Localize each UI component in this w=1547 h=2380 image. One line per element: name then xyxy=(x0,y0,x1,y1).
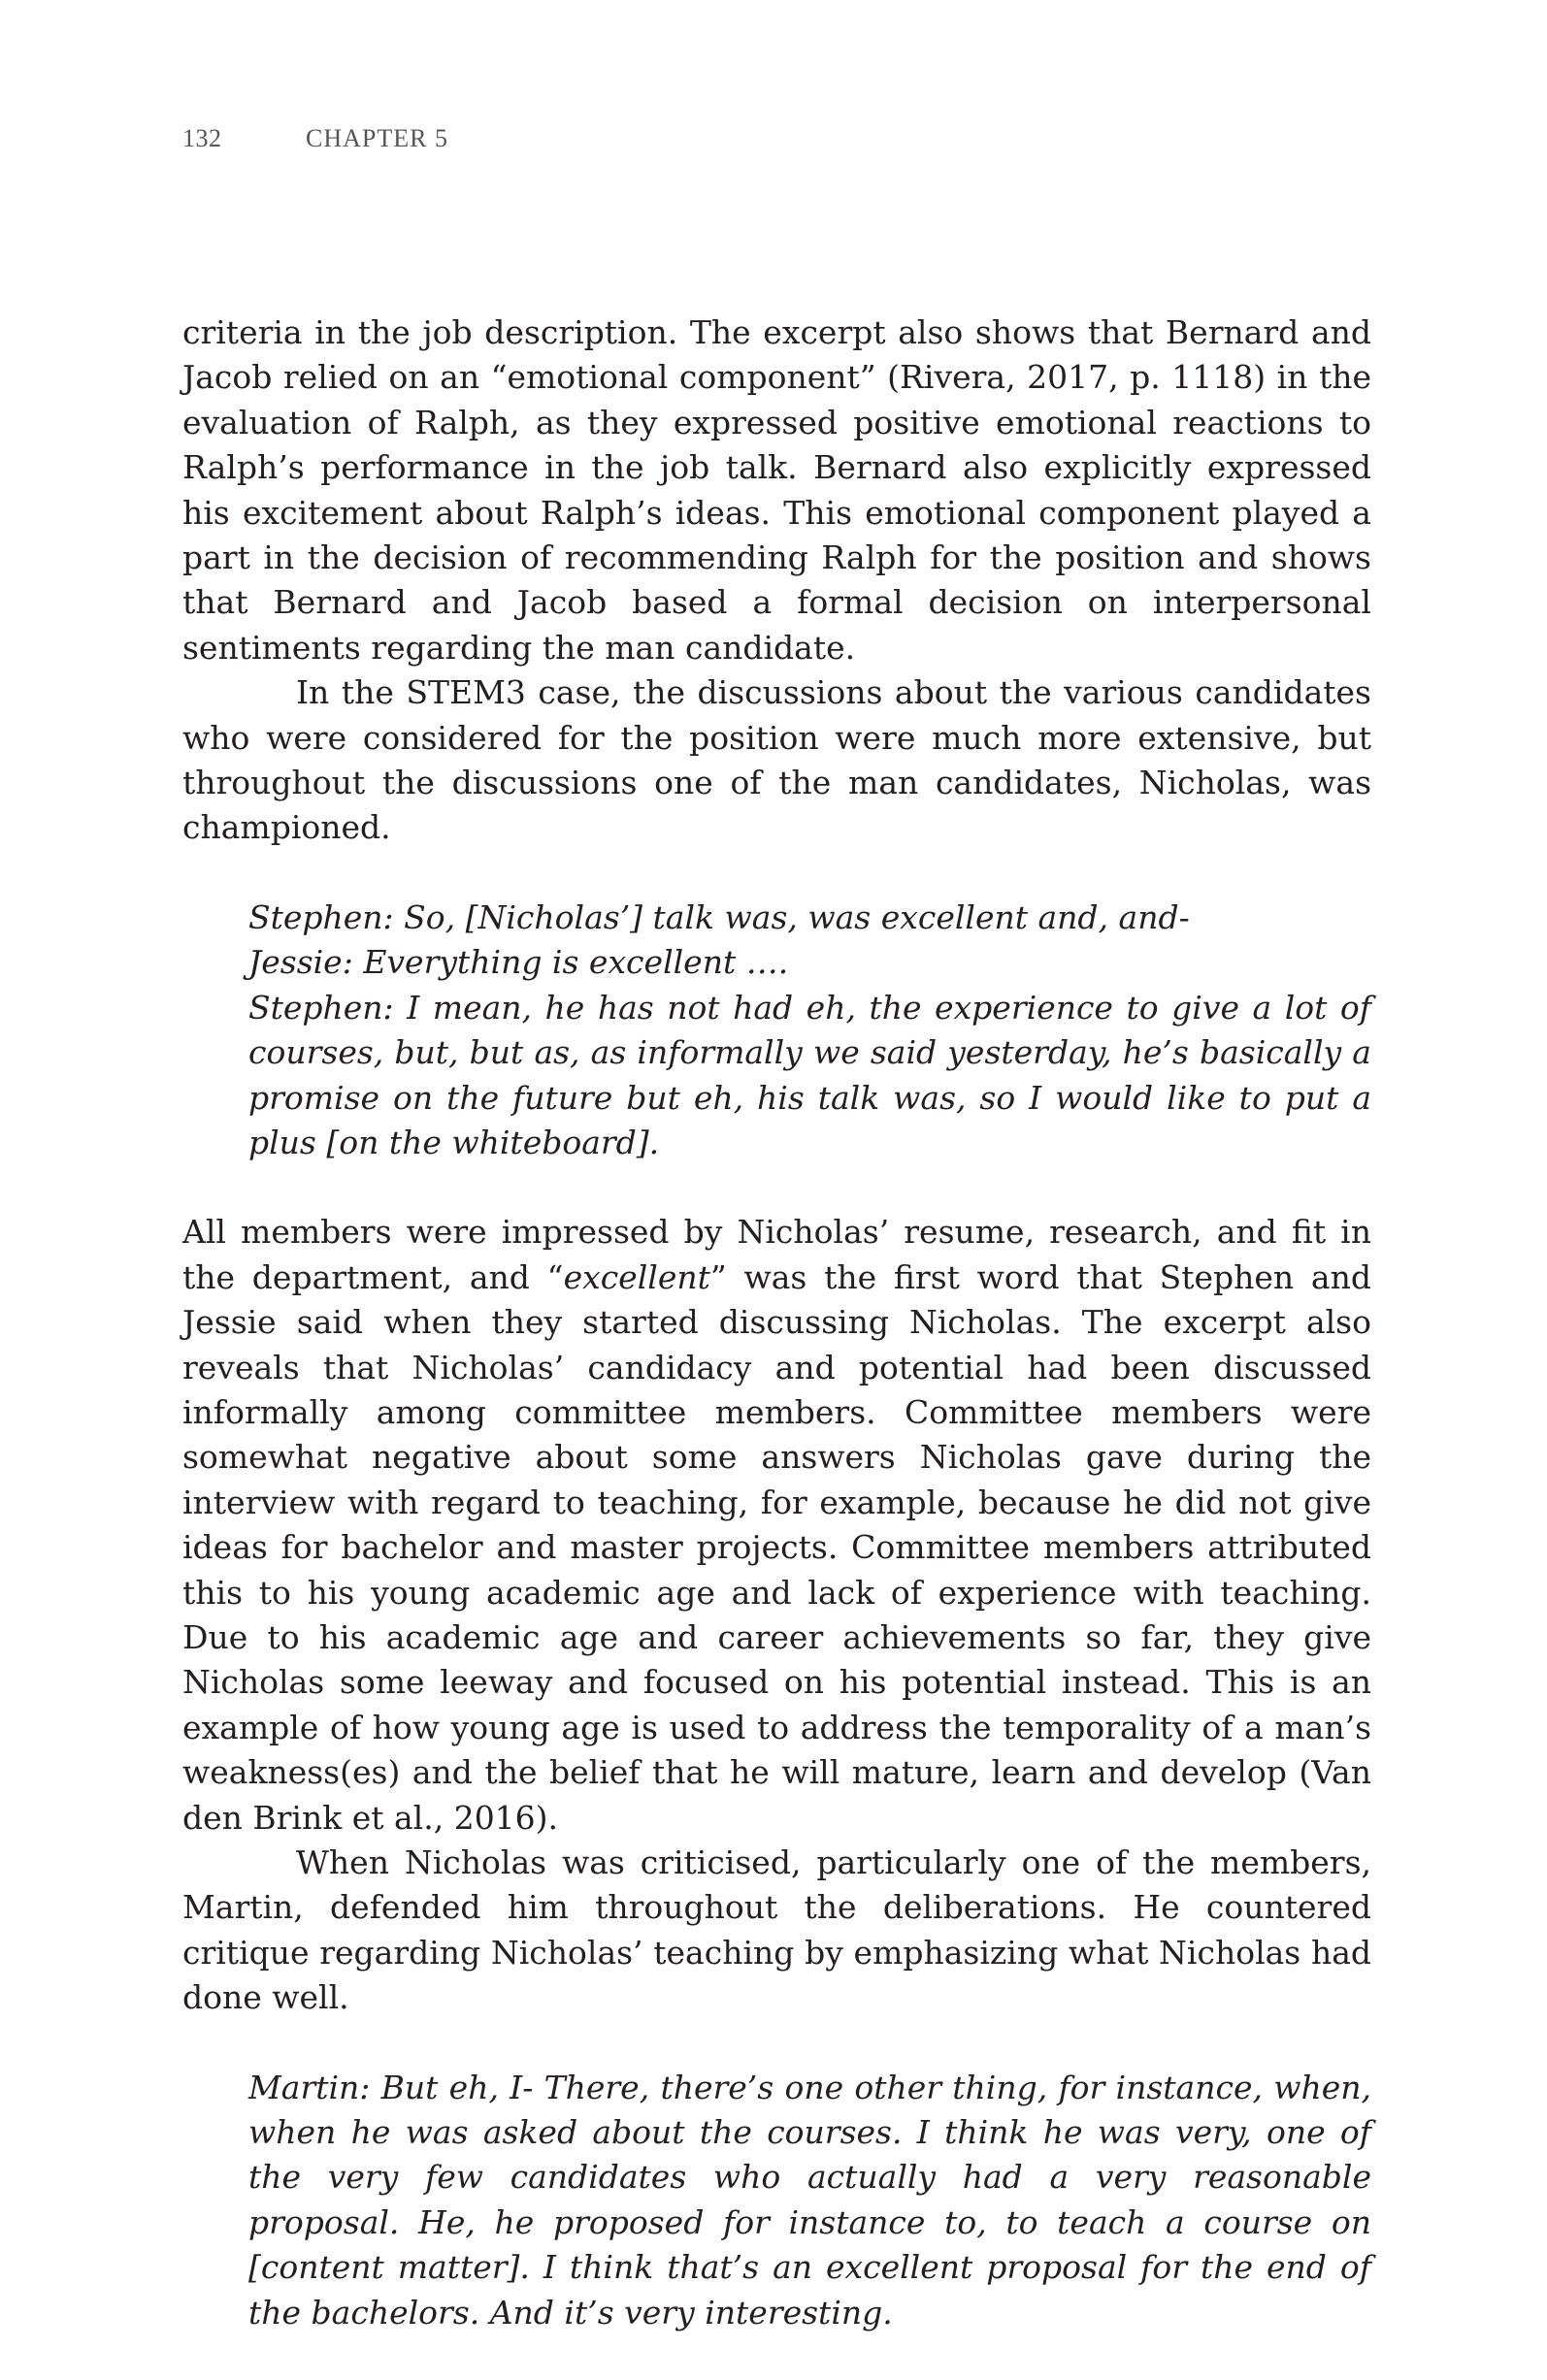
paragraph-1: criteria in the job description. The excerpt also shows that Bernard and Jacob relied on an “emotional component” (Rivera, 2017, p. 1118) in the evaluation of Ralph, as they expressed positive emotional reactions to Ralph’s performance in the job talk. Bernard also explicitly expressed his excitement about Ralph’s ideas. This emotional component played a part in the decision of recommending Ralph for the position and shows that Bernard and Jacob based a formal decision on interpersonal sentiments regarding the man candidate. xyxy=(182,313,1371,667)
quote-line-jessie: Jessie: Everything is excellent …. xyxy=(248,943,789,982)
quote-line-stephen-1: Stephen: So, [Nicholas’] talk was, was excellent and, and- xyxy=(248,897,1190,936)
paragraph-3 xyxy=(182,1210,1371,1841)
paragraph-3-text-b: ” was the first word that Stephen and Jessie said when they started discussing Nicholas. The excerpt also reveals that Nicholas’ candidacy and potential had been discussed informally among committee members. Committee members were somewhat negative about some answers Nicholas gave during the interview with regard to teaching, for example, because he did not give ideas for bachelor and master projects. Committee members attributed this to his young academic age and lack of experience with teaching. Due to his academic age and career achievements so far, they give Nicholas some leeway and focused on his potential instead. This is an example of how young age is used to address the temporality of a man’s weakness(es) and the belief that he will mature, learn and develop (Van den Brink et al., 2016). xyxy=(182,1257,1371,1837)
paragraph-4: When Nicholas was criticised, particularly one of the members, Martin, defended him throughout the deliberations. He countered critique regarding Nicholas’ teaching by emphasizing what Nicholas had done well. xyxy=(182,1843,1371,2017)
running-head xyxy=(182,124,448,153)
block-quote-1 xyxy=(248,896,1371,1165)
paragraph-2: In the STEM3 case, the discussions about the various candidates who were considered for the position were much more extensive, but throughout the discussions one of the man candidates, Nicholas, was championed. xyxy=(182,673,1371,847)
page-number: 132 xyxy=(182,124,222,152)
chapter-title: CHAPTER 5 xyxy=(306,124,448,152)
quote-martin: Martin: But eh, I- There, there’s one other thing, for instance, when, when he was asked about the courses. I think he was very, one of the very few candidates who actually had a very reasonable proposal. He, he proposed for instance to, to teach a course on [content matter]. I think that’s an excellent proposal for the end of the bachelors. And it’s very interesting. xyxy=(248,2068,1371,2331)
quote-line-stephen-2: Stephen: I mean, he has not had eh, the experience to give a lot of courses, but, but as, as informally we said yesterday, he’s basically a promise on the future but eh, his talk was, so I would like to put a plus [on the whiteboard]. xyxy=(248,988,1371,1161)
block-quote-2 xyxy=(248,2066,1371,2335)
emphasis-excellent: excellent xyxy=(563,1257,710,1296)
paragraph-3-text-a: All members were impressed by Nicholas’ resume, research, and fit in the department, and “ xyxy=(182,1213,1371,1296)
body-text xyxy=(182,310,1371,2380)
